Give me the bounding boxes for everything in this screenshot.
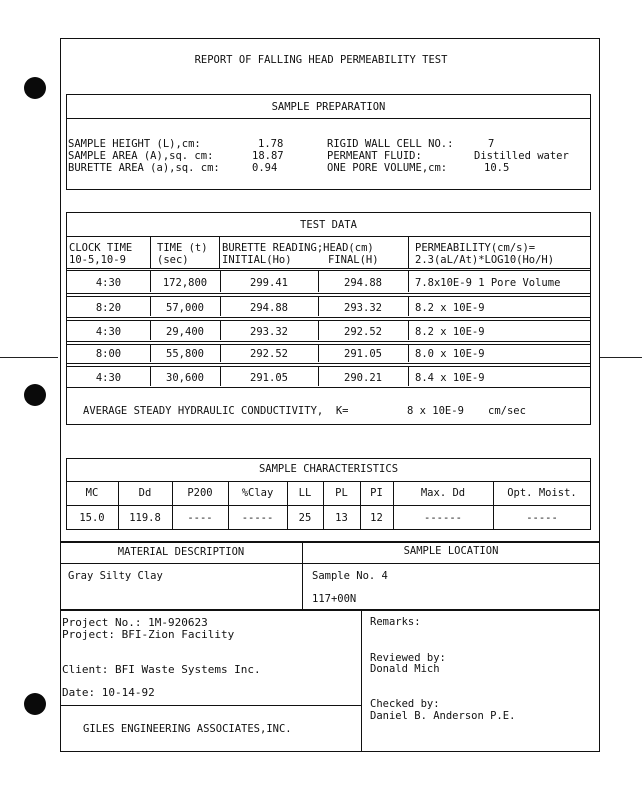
table-row [66, 344, 591, 364]
char-header-opt-moist: Opt. Moist. [507, 487, 577, 499]
time-cell: 29,400 [166, 326, 204, 338]
header-initial: INITIAL(Ho) [222, 254, 292, 266]
table-row [66, 320, 591, 342]
material-description-value: Gray Silty Clay [68, 570, 163, 582]
company-name: GILES ENGINEERING ASSOCIATES,INC. [83, 723, 292, 735]
permeability-cell: 8.4 x 10E-9 [415, 372, 485, 384]
header-clock-time: CLOCK TIME [69, 242, 133, 254]
divider [318, 321, 319, 340]
sample-location-line1: Sample No. 4 [312, 570, 388, 582]
clock-time-cell: 4:30 [95, 277, 122, 289]
divider [220, 297, 221, 316]
divider [150, 271, 151, 292]
burette-area-value: 0.94 [252, 162, 278, 174]
sample-preparation-heading: SAMPLE PREPARATION [271, 101, 386, 113]
divider [219, 236, 220, 268]
char-value-ll: 25 [298, 512, 312, 524]
header-permeability-formula: 2.3(aL/At)*LOG10(Ho/H) [415, 254, 555, 266]
cell-number-label: RIGID WALL CELL NO.: [327, 138, 454, 150]
report-date: Date: 10-14-92 [62, 686, 155, 699]
binder-hole-top [24, 77, 46, 99]
time-cell: 30,600 [166, 372, 204, 384]
divider [66, 236, 591, 237]
cell-number-value: 7 [488, 138, 495, 150]
remarks-label: Remarks: [370, 616, 421, 628]
final-head-cell: 290.21 [344, 372, 382, 384]
divider [66, 505, 591, 506]
sample-location-heading: SAMPLE LOCATION [403, 545, 499, 557]
pore-volume-value: 10.5 [484, 162, 510, 174]
header-final: FINAL(H) [328, 254, 379, 266]
divider [318, 345, 319, 362]
char-header-mc: MC [85, 487, 99, 499]
reviewed-by-name: Donald Mich [370, 663, 440, 675]
divider [408, 297, 409, 316]
divider [150, 321, 151, 340]
initial-head-cell: 293.32 [250, 326, 288, 338]
checked-by-label: Checked by: [370, 698, 440, 710]
divider [408, 367, 409, 386]
final-head-cell: 294.88 [344, 277, 382, 289]
table-row [66, 366, 591, 388]
char-value-opt-moist: ----- [526, 512, 558, 524]
permeant-fluid-label: PERMEANT FLUID: [327, 150, 422, 162]
char-header-dd: Dd [138, 487, 152, 499]
test-data-heading: TEST DATA [300, 219, 357, 231]
initial-head-cell: 294.88 [250, 302, 288, 314]
char-header-clay: %Clay [241, 487, 274, 499]
burette-area-label: BURETTE AREA (a),sq. cm: [68, 162, 220, 174]
initial-head-cell: 292.52 [250, 348, 288, 360]
divider [408, 236, 409, 268]
divider [220, 321, 221, 340]
char-header-pi: PI [370, 487, 383, 499]
permeability-cell: 8.2 x 10E-9 [415, 326, 485, 338]
project-name: Project: BFI-Zion Facility [62, 628, 235, 641]
final-head-cell: 291.05 [344, 348, 382, 360]
final-head-cell: 292.52 [344, 326, 382, 338]
permeant-fluid-value: Distilled water [474, 150, 569, 162]
average-conductivity-value: 8 x 10E-9 [407, 405, 464, 417]
binder-hole-bottom [24, 693, 46, 715]
char-value-mc: 15.0 [79, 512, 105, 524]
divider [220, 271, 221, 292]
sample-area-label: SAMPLE AREA (A),sq. cm: [68, 150, 214, 162]
divider [361, 609, 362, 752]
clock-time-cell: 8:20 [95, 302, 122, 314]
binder-hole-middle [24, 384, 46, 406]
char-header-p200: P200 [187, 487, 213, 499]
header-clock-range: 10-5,10-9 [69, 254, 126, 266]
divider [66, 481, 591, 482]
time-cell: 57,000 [166, 302, 204, 314]
clock-time-cell: 8:00 [95, 348, 122, 360]
initial-head-cell: 291.05 [250, 372, 288, 384]
divider [318, 367, 319, 386]
divider [408, 271, 409, 292]
divider [60, 563, 600, 564]
divider [60, 705, 361, 706]
clock-time-cell: 4:30 [95, 326, 122, 338]
sample-characteristics-heading: SAMPLE CHARACTERISTICS [258, 463, 399, 475]
client-name: Client: BFI Waste Systems Inc. [62, 663, 261, 676]
char-header-ll: LL [298, 487, 312, 499]
divider [150, 236, 151, 268]
divider [318, 271, 319, 292]
sample-height-value: 1.78 [258, 138, 284, 150]
material-description-heading: MATERIAL DESCRIPTION [117, 546, 245, 558]
checked-by-name: Daniel B. Anderson P.E. [370, 710, 516, 722]
char-value-clay: ----- [241, 512, 274, 524]
divider [60, 609, 600, 611]
divider [150, 367, 151, 386]
report-title: REPORT OF FALLING HEAD PERMEABILITY TEST [194, 54, 448, 66]
pore-volume-label: ONE PORE VOLUME,cm: [327, 162, 448, 174]
char-value-pl: 13 [335, 512, 348, 524]
char-header-pl: PL [335, 487, 348, 499]
average-conductivity-unit: cm/sec [488, 405, 526, 417]
permeability-cell: 8.2 x 10E-9 [415, 302, 485, 314]
final-head-cell: 293.32 [344, 302, 382, 314]
char-header-max-dd: Max. Dd [420, 487, 466, 499]
header-burette-reading: BURETTE READING;HEAD(cm) [222, 242, 374, 254]
char-value-dd: 119.8 [129, 512, 161, 524]
divider [66, 118, 591, 119]
initial-head-cell: 299.41 [250, 277, 288, 289]
fold-mark-right [600, 357, 642, 358]
table-row [66, 296, 591, 318]
char-value-pi: 12 [370, 512, 383, 524]
average-conductivity-label: AVERAGE STEADY HYDRAULIC CONDUCTIVITY, K= [83, 405, 349, 417]
divider [66, 268, 591, 269]
header-permeability: PERMEABILITY(cm/s)= [415, 242, 536, 254]
fold-mark-left [0, 357, 58, 358]
char-value-max-dd: ------ [424, 512, 462, 524]
table-row [66, 270, 591, 294]
divider [408, 321, 409, 340]
divider [220, 345, 221, 362]
time-cell: 55,800 [166, 348, 204, 360]
header-time: TIME (t) [157, 242, 208, 254]
sample-height-label: SAMPLE HEIGHT (L),cm: [68, 138, 201, 150]
char-value-p200: ---- [187, 512, 213, 524]
divider [150, 297, 151, 316]
divider [318, 297, 319, 316]
time-cell: 172,800 [162, 277, 208, 289]
clock-time-cell: 4:30 [95, 372, 122, 384]
reviewed-by-label: Reviewed by: [370, 652, 446, 664]
permeability-cell: 8.0 x 10E-9 [415, 348, 485, 360]
project-number: Project No.: 1M-920623 [62, 616, 208, 629]
permeability-cell: 7.8x10E-9 1 Pore Volume [415, 277, 561, 289]
sample-area-value: 18.87 [252, 150, 284, 162]
divider [60, 541, 600, 543]
divider [220, 367, 221, 386]
divider [408, 345, 409, 362]
divider [150, 345, 151, 362]
header-time-unit: (sec) [157, 254, 189, 266]
sample-location-line2: 117+00N [312, 593, 357, 605]
